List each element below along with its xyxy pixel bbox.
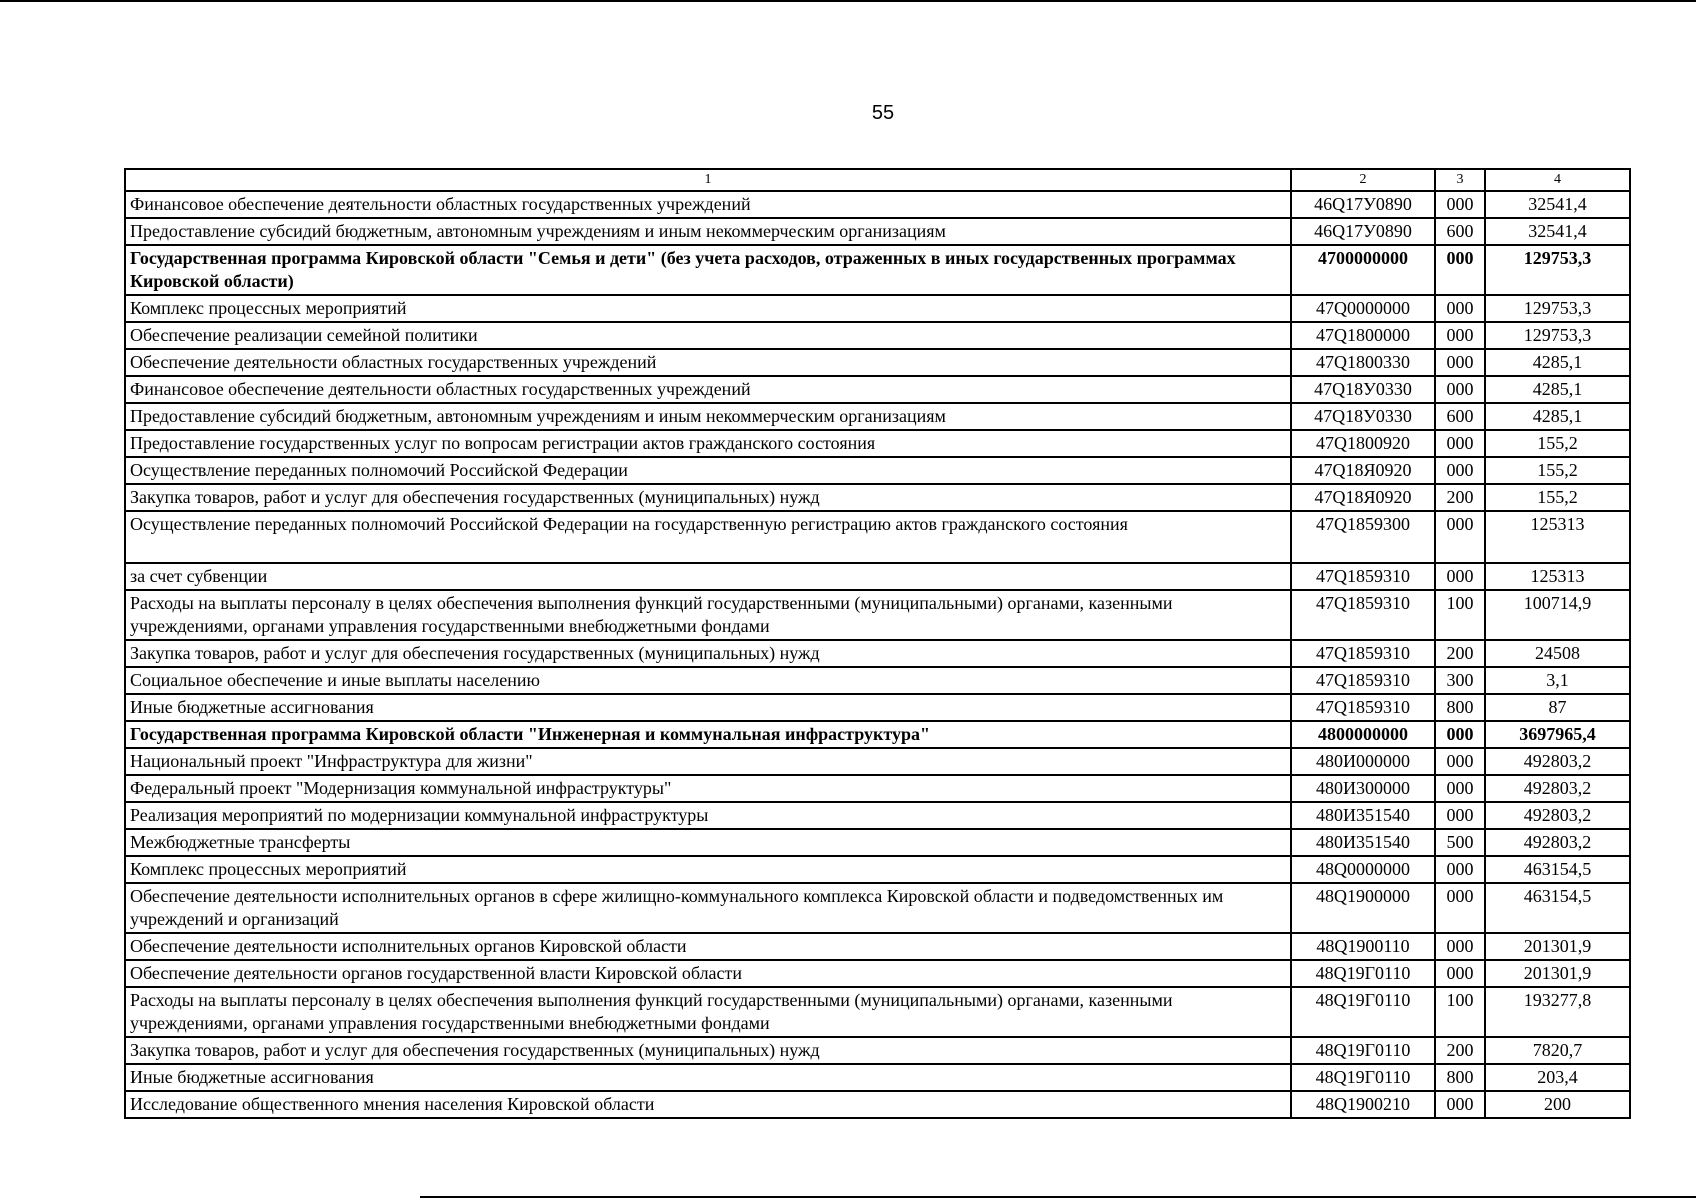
- cell-amount: 193277,8: [1485, 987, 1630, 1037]
- cell-name: Обеспечение деятельности органов государственной власти Кировской области: [125, 960, 1291, 987]
- cell-expense-type: 000: [1435, 295, 1485, 322]
- cell-amount: 200: [1485, 1091, 1630, 1118]
- cell-expense-type: 000: [1435, 1091, 1485, 1118]
- table-header-row: [125, 169, 1630, 191]
- table-row: [125, 667, 1630, 694]
- table-row: [125, 430, 1630, 457]
- table-row: [125, 484, 1630, 511]
- cell-amount: 155,2: [1485, 430, 1630, 457]
- cell-amount: 492803,2: [1485, 775, 1630, 802]
- cell-expense-type: 200: [1435, 1037, 1485, 1064]
- cell-expense-type: 300: [1435, 667, 1485, 694]
- cell-name: Финансовое обеспечение деятельности областных государственных учреждений: [125, 191, 1291, 218]
- cell-name: Закупка товаров, работ и услуг для обеспечения государственных (муниципальных) нужд: [125, 484, 1291, 511]
- cell-code: 47Q1859310: [1291, 694, 1435, 721]
- table-row: [125, 775, 1630, 802]
- cell-expense-type: 600: [1435, 403, 1485, 430]
- cell-name: Иные бюджетные ассигнования: [125, 694, 1291, 721]
- cell-code: 48Q19Г0110: [1291, 1064, 1435, 1091]
- table-row: [125, 349, 1630, 376]
- table-row: [125, 640, 1630, 667]
- cell-expense-type: 000: [1435, 349, 1485, 376]
- cell-expense-type: 000: [1435, 856, 1485, 883]
- table-row: [125, 933, 1630, 960]
- cell-expense-type: 000: [1435, 775, 1485, 802]
- cell-code: 480И000000: [1291, 748, 1435, 775]
- cell-amount: 129753,3: [1485, 245, 1630, 295]
- cell-amount: 24508: [1485, 640, 1630, 667]
- cell-amount: 3,1: [1485, 667, 1630, 694]
- cell-amount: 203,4: [1485, 1064, 1630, 1091]
- cell-code: 480И351540: [1291, 829, 1435, 856]
- table-row: [125, 721, 1630, 748]
- cell-name: Иные бюджетные ассигнования: [125, 1064, 1291, 1091]
- cell-name: Обеспечение деятельности областных государственных учреждений: [125, 349, 1291, 376]
- cell-expense-type: 000: [1435, 933, 1485, 960]
- table-row: [125, 245, 1630, 295]
- cell-amount: 100714,9: [1485, 590, 1630, 640]
- cell-amount: 3697965,4: [1485, 721, 1630, 748]
- cell-expense-type: 100: [1435, 590, 1485, 640]
- cell-code: 46Q17У0890: [1291, 191, 1435, 218]
- cell-amount: 155,2: [1485, 484, 1630, 511]
- cell-amount: 155,2: [1485, 457, 1630, 484]
- cell-code: 47Q18У0330: [1291, 403, 1435, 430]
- cell-expense-type: 200: [1435, 640, 1485, 667]
- cell-amount: 32541,4: [1485, 218, 1630, 245]
- cell-name: Федеральный проект "Модернизация коммунальной инфраструктуры": [125, 775, 1291, 802]
- cell-expense-type: 000: [1435, 802, 1485, 829]
- cell-code: 48Q1900210: [1291, 1091, 1435, 1118]
- cell-expense-type: 000: [1435, 748, 1485, 775]
- cell-name: Реализация мероприятий по модернизации коммунальной инфраструктуры: [125, 802, 1291, 829]
- cell-expense-type: 100: [1435, 987, 1485, 1037]
- cell-code: 480И300000: [1291, 775, 1435, 802]
- cell-amount: 87: [1485, 694, 1630, 721]
- cell-amount: 4285,1: [1485, 349, 1630, 376]
- cell-code: 48Q19Г0110: [1291, 960, 1435, 987]
- cell-name: Финансовое обеспечение деятельности областных государственных учреждений: [125, 376, 1291, 403]
- cell-amount: 463154,5: [1485, 883, 1630, 933]
- cell-expense-type: 600: [1435, 218, 1485, 245]
- table-row: [125, 1037, 1630, 1064]
- cell-amount: 201301,9: [1485, 933, 1630, 960]
- cell-name: Закупка товаров, работ и услуг для обеспечения государственных (муниципальных) нужд: [125, 640, 1291, 667]
- page-number: 55: [871, 102, 895, 124]
- cell-expense-type: 200: [1435, 484, 1485, 511]
- cell-name: Обеспечение деятельности исполнительных органов Кировской области: [125, 933, 1291, 960]
- cell-code: 47Q1800330: [1291, 349, 1435, 376]
- cell-name: Обеспечение реализации семейной политики: [125, 322, 1291, 349]
- cell-code: 47Q1859310: [1291, 667, 1435, 694]
- table-row: [125, 856, 1630, 883]
- cell-name: Комплекс процессных мероприятий: [125, 856, 1291, 883]
- cell-expense-type: 000: [1435, 721, 1485, 748]
- cell-amount: 32541,4: [1485, 191, 1630, 218]
- cell-code: 47Q1859310: [1291, 640, 1435, 667]
- cell-name: Закупка товаров, работ и услуг для обеспечения государственных (муниципальных) нужд: [125, 1037, 1291, 1064]
- table-row: [125, 1064, 1630, 1091]
- cell-expense-type: 800: [1435, 1064, 1485, 1091]
- cell-expense-type: 000: [1435, 245, 1485, 295]
- scan-top-edge: [0, 0, 1696, 2]
- cell-amount: 129753,3: [1485, 295, 1630, 322]
- cell-name: Исследование общественного мнения населения Кировской области: [125, 1091, 1291, 1118]
- cell-name: Расходы на выплаты персоналу в целях обеспечения выполнения функций государственными (муниципальными) органами, казенными учреждениями, органами управления государственными внебюджетными фондами: [125, 590, 1291, 640]
- table-row: [125, 191, 1630, 218]
- cell-code: 48Q1900000: [1291, 883, 1435, 933]
- cell-name: Обеспечение деятельности исполнительных органов в сфере жилищно-коммунального комплекса Кировской области и подведомственных им учреждений и организаций: [125, 883, 1291, 933]
- scan-bottom-edge: [420, 1196, 1696, 1198]
- table-body: [125, 191, 1630, 1118]
- table-row: [125, 322, 1630, 349]
- table-row: [125, 376, 1630, 403]
- table-row: [125, 563, 1630, 590]
- table-row: [125, 218, 1630, 245]
- cell-code: 47Q18Я0920: [1291, 484, 1435, 511]
- cell-name: Предоставление государственных услуг по вопросам регистрации актов гражданского состояния: [125, 430, 1291, 457]
- column-header-expense-type: 3: [1435, 169, 1485, 191]
- cell-expense-type: 000: [1435, 376, 1485, 403]
- cell-code: 4800000000: [1291, 721, 1435, 748]
- cell-expense-type: 000: [1435, 883, 1485, 933]
- table-row: [125, 295, 1630, 322]
- table-row: [125, 987, 1630, 1037]
- table-row: [125, 1091, 1630, 1118]
- cell-name: Межбюджетные трансферты: [125, 829, 1291, 856]
- column-header-amount: 4: [1485, 169, 1630, 191]
- cell-expense-type: 000: [1435, 563, 1485, 590]
- cell-name: Национальный проект "Инфраструктура для жизни": [125, 748, 1291, 775]
- cell-code: 48Q1900110: [1291, 933, 1435, 960]
- table-row: [125, 403, 1630, 430]
- cell-expense-type: 000: [1435, 457, 1485, 484]
- cell-amount: 492803,2: [1485, 748, 1630, 775]
- table-row: [125, 590, 1630, 640]
- cell-expense-type: 000: [1435, 322, 1485, 349]
- table-row: [125, 511, 1630, 563]
- cell-code: 48Q0000000: [1291, 856, 1435, 883]
- budget-table: [124, 168, 1631, 1119]
- cell-name: Предоставление субсидий бюджетным, автономным учреждениям и иным некоммерческим организациям: [125, 403, 1291, 430]
- cell-code: 47Q1859310: [1291, 563, 1435, 590]
- cell-code: 47Q18У0330: [1291, 376, 1435, 403]
- table-row: [125, 883, 1630, 933]
- cell-amount: 125313: [1485, 563, 1630, 590]
- cell-name: Предоставление субсидий бюджетным, автономным учреждениям и иным некоммерческим организациям: [125, 218, 1291, 245]
- cell-expense-type: 000: [1435, 511, 1485, 563]
- column-header-name: 1: [125, 169, 1291, 191]
- cell-amount: 463154,5: [1485, 856, 1630, 883]
- table-row: [125, 802, 1630, 829]
- table-row: [125, 960, 1630, 987]
- cell-amount: 4285,1: [1485, 403, 1630, 430]
- cell-name: Расходы на выплаты персоналу в целях обеспечения выполнения функций государственными (муниципальными) органами, казенными учреждениями, органами управления государственными внебюджетными фондами: [125, 987, 1291, 1037]
- cell-code: 47Q1859310: [1291, 590, 1435, 640]
- cell-code: 47Q1800920: [1291, 430, 1435, 457]
- cell-amount: 125313: [1485, 511, 1630, 563]
- cell-name: Комплекс процессных мероприятий: [125, 295, 1291, 322]
- cell-code: 48Q19Г0110: [1291, 987, 1435, 1037]
- cell-expense-type: 000: [1435, 960, 1485, 987]
- cell-code: 4700000000: [1291, 245, 1435, 295]
- cell-expense-type: 000: [1435, 191, 1485, 218]
- cell-code: 47Q1800000: [1291, 322, 1435, 349]
- cell-code: 47Q1859300: [1291, 511, 1435, 563]
- cell-expense-type: 800: [1435, 694, 1485, 721]
- table-row: [125, 694, 1630, 721]
- cell-expense-type: 000: [1435, 430, 1485, 457]
- table-row: [125, 457, 1630, 484]
- column-header-code: 2: [1291, 169, 1435, 191]
- cell-amount: 129753,3: [1485, 322, 1630, 349]
- cell-expense-type: 500: [1435, 829, 1485, 856]
- cell-name: Государственная программа Кировской области "Семья и дети" (без учета расходов, отраженных в иных государственных программах Кировской области): [125, 245, 1291, 295]
- cell-name: Осуществление переданных полномочий Российской Федерации на государственную регистрацию актов гражданского состояния: [125, 511, 1291, 563]
- cell-name: Осуществление переданных полномочий Российской Федерации: [125, 457, 1291, 484]
- cell-code: 47Q0000000: [1291, 295, 1435, 322]
- table-row: [125, 748, 1630, 775]
- cell-amount: 201301,9: [1485, 960, 1630, 987]
- cell-name: за счет субвенции: [125, 563, 1291, 590]
- cell-code: 46Q17У0890: [1291, 218, 1435, 245]
- cell-amount: 492803,2: [1485, 829, 1630, 856]
- cell-name: Государственная программа Кировской области "Инженерная и коммунальная инфраструктура": [125, 721, 1291, 748]
- cell-amount: 4285,1: [1485, 376, 1630, 403]
- cell-code: 480И351540: [1291, 802, 1435, 829]
- cell-code: 48Q19Г0110: [1291, 1037, 1435, 1064]
- cell-amount: 7820,7: [1485, 1037, 1630, 1064]
- table-row: [125, 829, 1630, 856]
- cell-amount: 492803,2: [1485, 802, 1630, 829]
- cell-code: 47Q18Я0920: [1291, 457, 1435, 484]
- cell-name: Социальное обеспечение и иные выплаты населению: [125, 667, 1291, 694]
